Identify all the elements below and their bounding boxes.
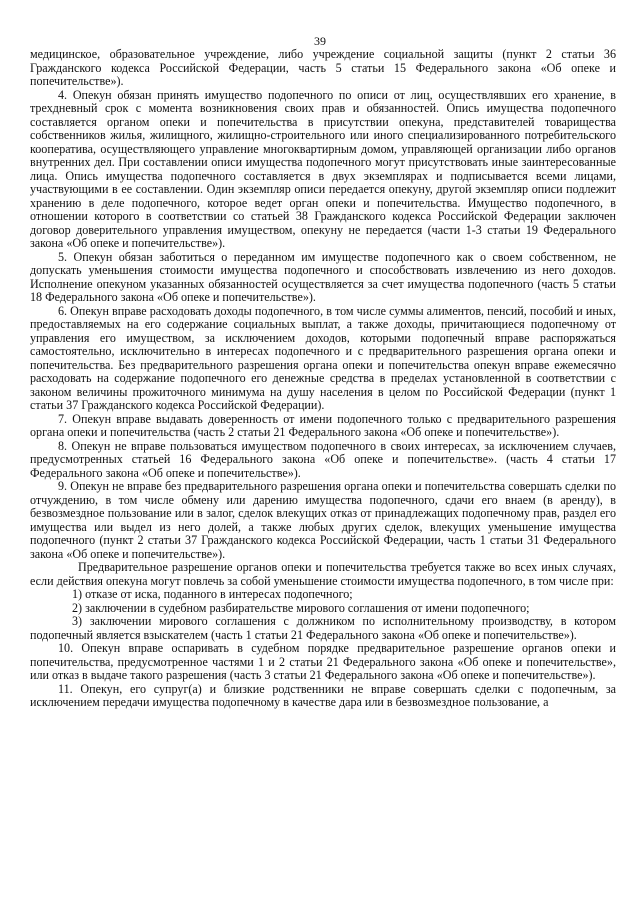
paragraph-5: 5. Опекун обязан заботиться о переданном им имуществе подопечного как о своем собственном, не допускать уменьшения стоимости имущества подопечного и способствовать извлечению из него доходов. Исполнение опекуном указанных обязанностей осуществляется за счет имущества подопечного (часть 5 статьи 18 Федерального закона «Об опеке и попечительстве»). [30, 249, 616, 304]
paragraph-7: 7. Опекун вправе выдавать доверенность от имени подопечного только с предварительного разрешения органа опеки и попечительства (часть 2 статьи 21 Федерального закона «Об опеке и попечительстве»). [30, 411, 616, 439]
page-number: 39 [314, 34, 326, 48]
document-body [30, 48, 616, 710]
paragraph-prior-permission: Предварительное разрешение органов опеки и попечительства требуется также во всех иных случаях, если действия опекуна могут повлечь за собой уменьшение стоимости имущества подопечного, в том числе при: [30, 560, 616, 588]
paragraph-9: 9. Опекун не вправе без предварительного разрешения органа опеки и попечительства совершать сделки по отчуждению, в том числе обмену или дарению имущества подопечного, сдачи его внаем (в аренду), в безвозмездное пользование или в залог, сделок влекущих отказ от принадлежащих подопечному прав, раздел его имущества или выдел из него долей, а также любых других сделок, влекущих уменьшение имущества подопечного (пункт 2 статьи 37 Гражданского кодекса Российской Федерации, часть 1 статьи 31 Федерального закона «Об опеке и попечительстве»). [30, 479, 616, 561]
paragraph-10: 10. Опекун вправе оспаривать в судебном порядке предварительное разрешение органов опеки и попечительства, предусмотренное частями 1 и 2 статьи 21 Федерального закона «Об опеке и попечительстве», или отказ в выдаче такого разрешения (часть 3 статьи 21 Федерального закона «Об опеке и попечительстве»). [30, 641, 616, 682]
paragraph-8: 8. Опекун не вправе пользоваться имуществом подопечного в своих интересах, за исключением случаев, предусмотренных статьей 16 Федерального закона «Об опеке и попечительстве». (часть 4 статьи 17 Федерального закона «Об опеке и попечительстве»). [30, 438, 616, 480]
list-item-2: 2) заключении в судебном разбирательстве мирового соглашения от имени подопечного; [72, 600, 530, 615]
paragraph-continuation: медицинское, образовательное учреждение, либо учреждение социальной защиты (пункт 2 статьи 36 Гражданского кодекса Российской Федерации, часть 5 статьи 15 Федерального закона «Об опеке и попечительстве»). [30, 47, 616, 88]
list-item-3: 3) заключении мирового соглашения с должником по исполнительному производству, в котором подопечный является взыскателем (часть 1 статьи 21 Федерального закона «Об опеке и попечительстве»). [30, 614, 616, 642]
paragraph-4: 4. Опекун обязан принять имущество подопечного по описи от лиц, осуществлявших его хранение, в трехдневный срок с момента возникновения своих прав и обязанностей. Опись имущества подопечного составляется органом опеки и попечительства в присутствии опекуна, представителей товарищества собственников жилья, жилищного, жилищно-строительного или иного специализированного потребительского кооператива, осуществляющего управление многоквартирным домом, управляющей организации либо органов внутренних дел. При составлении описи имущества подопечного могут присутствовать иные заинтересованные лица. Опись имущества подопечного составляется в двух экземплярах и подписывается всеми лицами, участвующими в ее составлении. Один экземпляр описи передается опекуну, другой экземпляр описи подлежит хранению в деле подопечного, которое ведет орган опеки и попечительства. Имущество подопечного, в отношении которого в соответствии со статьей 38 Гражданского кодекса Российской Федерации заключен договор доверительного управления имуществом, опекуну не передается (части 1-3 статьи 19 Федерального закона «Об опеке и попечительстве»). [30, 87, 616, 250]
paragraph-11: 11. Опекун, его супруг(а) и близкие родственники не вправе совершать сделки с подопечным, за исключением передачи имущества подопечному в качестве дара или в безвозмездное пользование, а [30, 681, 616, 709]
list-item-1: 1) отказе от иска, поданного в интересах подопечного; [72, 587, 353, 601]
paragraph-6: 6. Опекун вправе расходовать доходы подопечного, в том числе суммы алиментов, пенсий, пособий и иных, предоставляемых на его содержание социальных выплат, а также доходы, причитающиеся подопечному от управления его имуществом, за исключением доходов, которыми подопечный вправе распоряжаться самостоятельно, исключительно в интересах подопечного и с предварительного разрешения органа опеки и попечительства. Без предварительного разрешения органа опеки и попечительства опекун вправе ежемесячно расходовать на содержание подопечного его денежные средства в пределах установленной в соответствии с законом величины прожиточного минимума на душу населения в целом по Российской Федерации (пункт 1 статьи 37 Гражданского кодекса Российской Федерации). [30, 303, 616, 412]
